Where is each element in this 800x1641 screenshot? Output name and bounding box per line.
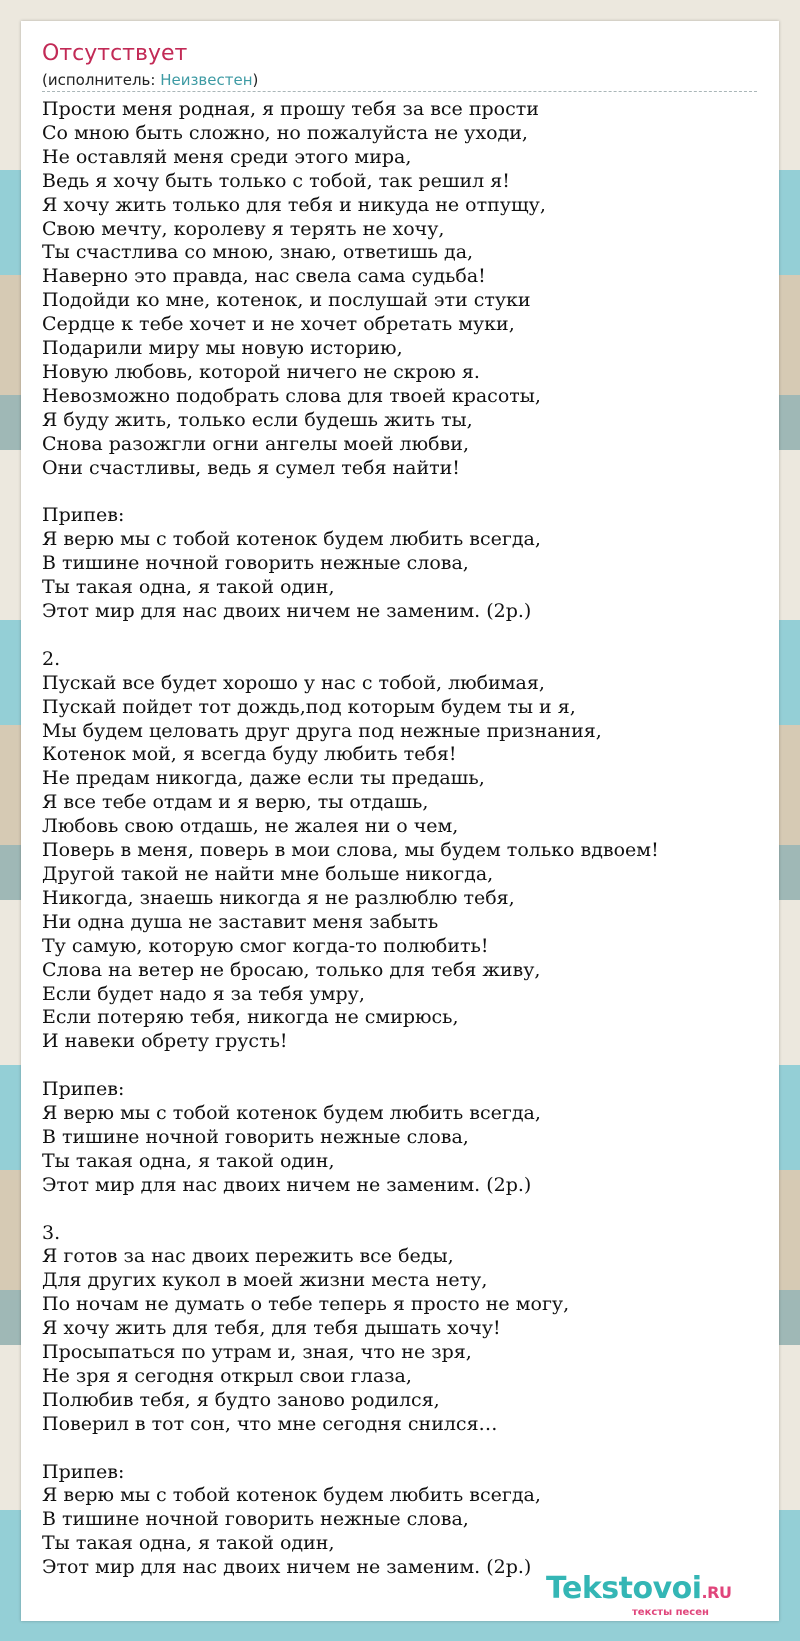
lyric-line: Котенок мой, я всегда буду любить тебя! xyxy=(42,743,457,766)
lyric-line: Снова разожгли огни ангелы моей любви, xyxy=(42,432,469,455)
lyric-line: Подойди ко мне, котенок, и послушай эти стуки xyxy=(42,289,531,312)
lyric-line: Любовь свою отдашь, не жалея ни о чем, xyxy=(42,815,459,838)
lyric-line: Слова на ветер не бросаю, только для тебя живу, xyxy=(42,958,541,981)
lyric-line: Ты такая одна, я такой один, xyxy=(42,576,335,599)
lyric-blank-line xyxy=(42,624,767,648)
lyric-line: Свою мечту, королеву я терять не хочу, xyxy=(42,217,445,240)
lyrics-card xyxy=(21,21,779,1621)
lyric-line: Поверил в тот сон, что мне сегодня снился… xyxy=(42,1412,498,1435)
song-title: Отсутствует xyxy=(42,41,188,66)
lyric-line: Они счастливы, ведь я сумел тебя найти! xyxy=(42,456,460,479)
lyric-line: Этот мир для нас двоих ничем не заменим. (2р.) xyxy=(42,600,532,623)
lyric-line: Поверь в меня, поверь в мои слова, мы будем только вдвоем! xyxy=(42,839,659,862)
lyric-line: Этот мир для нас двоих ничем не заменим. (2р.) xyxy=(42,1556,532,1579)
lyric-line: Другой такой не найти мне больше никогда, xyxy=(42,862,494,885)
lyric-line: В тишине ночной говорить нежные слова, xyxy=(42,1508,469,1531)
logo-tagline: тексты песен xyxy=(632,1607,709,1618)
lyric-line: Если будет надо я за тебя умру, xyxy=(42,982,365,1005)
lyric-line: Я верю мы с тобой котенок будем любить всегда, xyxy=(42,1102,541,1125)
lyric-line: В тишине ночной говорить нежные слова, xyxy=(42,552,469,575)
logo-dot: . xyxy=(701,1583,708,1602)
lyric-blank-line xyxy=(42,1054,767,1078)
lyric-line: Для других кукол в моей жизни места нету, xyxy=(42,1269,488,1292)
lyric-line: Если потеряю тебя, никогда не смирюсь, xyxy=(42,1006,459,1029)
logo-tld: RU xyxy=(707,1583,732,1602)
lyric-blank-line xyxy=(42,481,767,505)
lyric-line: Ты счастлива со мною, знаю, ответишь да, xyxy=(42,241,474,264)
lyric-line: Я верю мы с тобой котенок будем любить всегда, xyxy=(42,1484,541,1507)
lyric-line: Просыпаться по утрам и, зная, что не зря, xyxy=(42,1341,472,1364)
lyric-line: Полюбив тебя, я будто заново родился, xyxy=(42,1388,440,1411)
lyric-line: 3. xyxy=(42,1221,61,1244)
performer-suffix: ) xyxy=(252,71,259,89)
lyric-line: Со мною быть сложно, но пожалуйста не уходи, xyxy=(42,121,528,144)
lyric-line: Не предам никогда, даже если ты предашь, xyxy=(42,767,485,790)
performer-link[interactable]: Неизвестен xyxy=(160,71,253,89)
lyric-blank-line xyxy=(42,1437,767,1461)
lyric-line: Пускай все будет хорошо у нас с тобой, любимая, xyxy=(42,671,545,694)
lyric-line: Новую любовь, которой ничего не скрою я. xyxy=(42,360,480,383)
lyric-line: Пускай пойдет тот дождь,под которым будем ты и я, xyxy=(42,695,576,718)
performer-prefix: (исполнитель: xyxy=(42,71,161,89)
lyric-line: Прости меня родная, я прошу тебя за все прости xyxy=(42,98,539,120)
lyric-line: Ты такая одна, я такой один, xyxy=(42,1532,335,1555)
lyric-line: Я хочу жить для тебя, для тебя дышать хочу! xyxy=(42,1317,501,1340)
title-divider xyxy=(42,91,757,92)
lyric-line: Никогда, знаешь никогда я не разлюблю тебя, xyxy=(42,886,515,909)
lyrics-text xyxy=(42,98,767,1580)
lyric-line: Ведь я хочу быть только с тобой, так решил я! xyxy=(42,169,510,192)
logo-name: Tekstovoi xyxy=(546,1571,702,1606)
lyric-line: По ночам не думать о тебе теперь я просто не могу, xyxy=(42,1293,570,1316)
lyric-line: И навеки обрету грусть! xyxy=(42,1030,288,1053)
lyric-line: Я буду жить, только если будешь жить ты, xyxy=(42,408,473,431)
lyric-line: Мы будем целовать друг друга под нежные признания, xyxy=(42,719,602,742)
lyric-line: Ни одна душа не заставит меня забыть xyxy=(42,910,439,933)
lyric-line: Наверно это правда, нас свела сама судьба! xyxy=(42,265,486,288)
lyric-line: Невозможно подобрать слова для твоей красоты, xyxy=(42,384,541,407)
lyric-line: Ты такая одна, я такой один, xyxy=(42,1149,335,1172)
lyric-line: Припев: xyxy=(42,1078,125,1101)
lyric-line: Не зря я сегодня открыл свои глаза, xyxy=(42,1364,412,1387)
lyric-line: В тишине ночной говорить нежные слова, xyxy=(42,1125,469,1148)
lyric-line: Этот мир для нас двоих ничем не заменим. (2р.) xyxy=(42,1173,532,1196)
lyric-line: Припев: xyxy=(42,1460,125,1483)
lyric-line: Я готов за нас двоих пережить все беды, xyxy=(42,1245,454,1268)
lyric-line: Припев: xyxy=(42,504,125,527)
lyric-line: Сердце к тебе хочет и не хочет обретать муки, xyxy=(42,313,515,336)
lyric-line: Не оставляй меня среди этого мира, xyxy=(42,145,412,168)
lyric-blank-line xyxy=(42,1198,767,1222)
lyric-line: 2. xyxy=(42,647,61,670)
lyric-line: Я хочу жить только для тебя и никуда не отпущу, xyxy=(42,193,546,216)
lyric-line: Я верю мы с тобой котенок будем любить всегда, xyxy=(42,528,541,551)
lyric-line: Подарили миру мы новую историю, xyxy=(42,337,403,360)
lyric-line: Ту самую, которую смог когда-то полюбить! xyxy=(42,934,489,957)
lyric-line: Я все тебе отдам и я верю, ты отдашь, xyxy=(42,791,429,814)
performer-line xyxy=(42,71,258,89)
site-logo[interactable] xyxy=(546,1572,731,1610)
